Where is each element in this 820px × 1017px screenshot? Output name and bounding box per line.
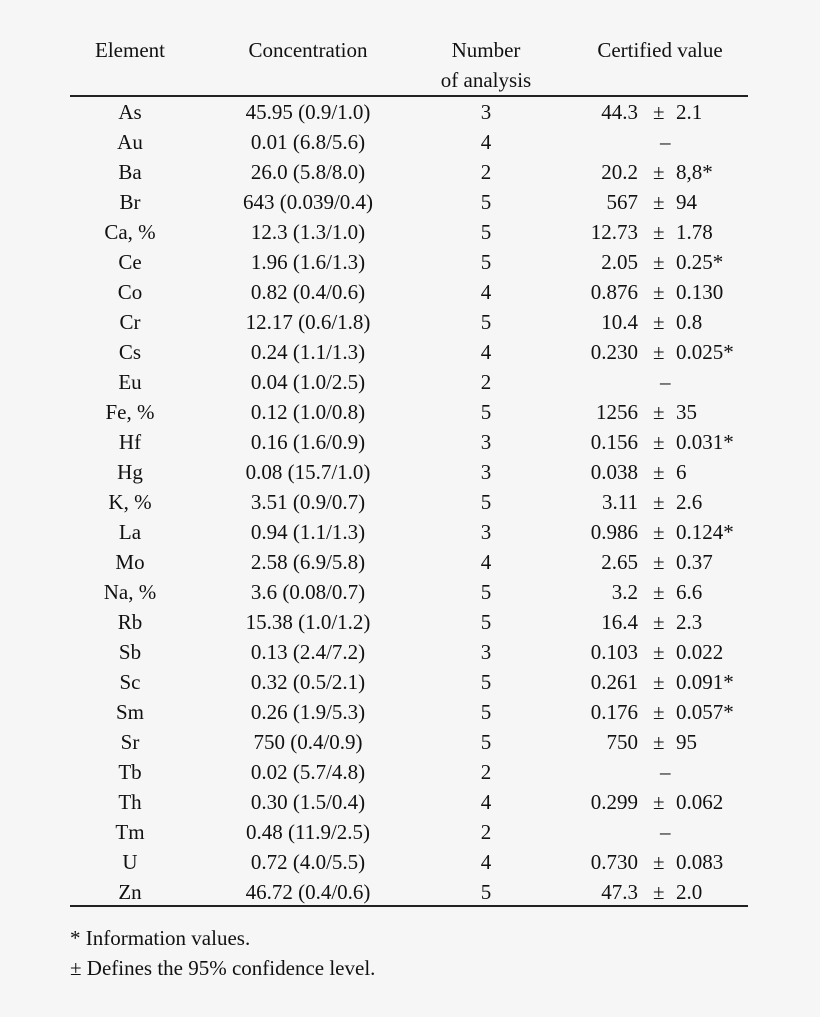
table-row xyxy=(0,430,820,460)
cell-certified-value: 0.176 xyxy=(590,700,638,724)
cell-number: 5 xyxy=(480,700,492,724)
cell-number: 3 xyxy=(480,100,492,124)
cell-certified-error: 0.37 xyxy=(676,550,713,574)
cell-concentration: 12.3 (1.3/1.0) xyxy=(250,220,366,244)
cell-concentration: 3.51 (0.9/0.7) xyxy=(250,490,366,514)
plus-minus-symbol: ± xyxy=(653,730,665,754)
cell-certified-error: 2.1 xyxy=(676,100,703,124)
plus-minus-symbol: ± xyxy=(653,250,665,274)
plus-minus-symbol: ± xyxy=(653,520,665,544)
cell-certified-value: 0.730 xyxy=(590,850,638,874)
cell-number: 5 xyxy=(480,220,492,244)
cell-certified-value: 0.038 xyxy=(590,460,638,484)
cell-certified-error: 6.6 xyxy=(676,580,703,604)
cell-certified-value: 16.4 xyxy=(601,610,638,634)
table-row xyxy=(0,130,820,160)
cell-number: 5 xyxy=(480,310,492,334)
plus-minus-symbol: ± xyxy=(653,610,665,634)
header-number-line2: of analysis xyxy=(440,68,532,92)
plus-minus-symbol: ± xyxy=(653,310,665,334)
table-row xyxy=(0,400,820,430)
header-element: Element xyxy=(95,38,165,62)
cell-concentration: 0.82 (0.4/0.6) xyxy=(250,280,366,304)
cell-number: 3 xyxy=(480,430,492,454)
cell-certified-value: 0.876 xyxy=(590,280,638,304)
cell-concentration: 45.95 (0.9/1.0) xyxy=(245,100,371,124)
table-row xyxy=(0,550,820,580)
cell-number: 5 xyxy=(480,490,492,514)
cell-concentration: 26.0 (5.8/8.0) xyxy=(250,160,366,184)
cell-element: Sc xyxy=(119,670,141,694)
plus-minus-symbol: ± xyxy=(653,100,665,124)
cell-element: Ca, % xyxy=(104,220,156,244)
cell-number: 5 xyxy=(480,880,492,904)
plus-minus-symbol: ± xyxy=(653,580,665,604)
table-row xyxy=(0,250,820,280)
cell-certified-error: 6 xyxy=(676,460,687,484)
header-concentration: Concentration xyxy=(248,38,368,62)
plus-minus-symbol: ± xyxy=(653,280,665,304)
cell-concentration: 12.17 (0.6/1.8) xyxy=(245,310,371,334)
cell-certified-value: 2.65 xyxy=(601,550,638,574)
cell-element: Hg xyxy=(117,460,143,484)
cell-certified-error: 0.8 xyxy=(676,310,703,334)
cell-concentration: 0.72 (4.0/5.5) xyxy=(250,850,366,874)
cell-certified-error: 2.3 xyxy=(676,610,703,634)
cell-certified-error: 0.130 xyxy=(676,280,724,304)
table-row xyxy=(0,790,820,820)
cell-number: 5 xyxy=(480,610,492,634)
cell-certified-value: 0.103 xyxy=(590,640,638,664)
cell-certified-value: 12.73 xyxy=(590,220,638,244)
table-row xyxy=(0,520,820,550)
plus-minus-symbol: ± xyxy=(653,490,665,514)
cell-certified-error: 95 xyxy=(676,730,697,754)
cell-certified-value: 1256 xyxy=(596,400,638,424)
table-row xyxy=(0,640,820,670)
cell-element: Zn xyxy=(118,880,142,904)
cell-element: Th xyxy=(118,790,142,814)
cell-certified-value: 0.230 xyxy=(590,340,638,364)
header-certified: Certified value xyxy=(597,38,723,62)
cell-concentration: 0.12 (1.0/0.8) xyxy=(250,400,366,424)
cell-concentration: 0.16 (1.6/0.9) xyxy=(250,430,366,454)
cell-certified-missing: – xyxy=(660,370,671,394)
cell-element: La xyxy=(118,520,142,544)
cell-concentration: 1.96 (1.6/1.3) xyxy=(250,250,366,274)
cell-number: 4 xyxy=(480,850,492,874)
cell-element: Tm xyxy=(115,820,145,844)
table-row xyxy=(0,580,820,610)
cell-concentration: 46.72 (0.4/0.6) xyxy=(245,880,371,904)
plus-minus-symbol: ± xyxy=(653,220,665,244)
header-number: Number xyxy=(451,38,521,62)
cell-certified-error: 0.062 xyxy=(676,790,724,814)
cell-element: K, % xyxy=(108,490,152,514)
cell-concentration: 0.30 (1.5/0.4) xyxy=(250,790,366,814)
table-row xyxy=(0,490,820,520)
plus-minus-symbol: ± xyxy=(653,880,665,904)
footnote-plusminus: ± Defines the 95% confidence level. xyxy=(70,956,376,980)
cell-element: Br xyxy=(119,190,141,214)
table-row xyxy=(0,340,820,370)
table-row xyxy=(0,190,820,220)
cell-certified-error: 0.022 xyxy=(676,640,724,664)
cell-element: Sb xyxy=(118,640,142,664)
table-row xyxy=(0,460,820,490)
table-row xyxy=(0,370,820,400)
table-row xyxy=(0,280,820,310)
cell-concentration: 0.13 (2.4/7.2) xyxy=(250,640,366,664)
cell-number: 4 xyxy=(480,550,492,574)
cell-certified-error: 94 xyxy=(676,190,697,214)
cell-certified-value: 44.3 xyxy=(601,100,638,124)
cell-element: U xyxy=(122,850,138,874)
cell-number: 3 xyxy=(480,460,492,484)
cell-certified-value: 0.156 xyxy=(590,430,638,454)
cell-element: Au xyxy=(117,130,143,154)
cell-number: 5 xyxy=(480,730,492,754)
table-row xyxy=(0,310,820,340)
table-row xyxy=(0,820,820,850)
cell-element: Eu xyxy=(118,370,142,394)
cell-number: 5 xyxy=(480,400,492,424)
cell-number: 2 xyxy=(480,820,492,844)
table-row xyxy=(0,610,820,640)
cell-concentration: 0.08 (15.7/1.0) xyxy=(245,460,371,484)
plus-minus-symbol: ± xyxy=(653,400,665,424)
cell-concentration: 0.26 (1.9/5.3) xyxy=(250,700,366,724)
cell-certified-error: 0.091* xyxy=(676,670,734,694)
cell-concentration: 0.24 (1.1/1.3) xyxy=(250,340,366,364)
cell-certified-value: 2.05 xyxy=(601,250,638,274)
cell-element: Hf xyxy=(118,430,142,454)
cell-number: 4 xyxy=(480,340,492,364)
cell-certified-error: 2.0 xyxy=(676,880,703,904)
cell-number: 4 xyxy=(480,130,492,154)
cell-concentration: 15.38 (1.0/1.2) xyxy=(245,610,371,634)
plus-minus-symbol: ± xyxy=(653,550,665,574)
cell-certified-value: 567 xyxy=(606,190,638,214)
cell-element: Fe, % xyxy=(105,400,155,424)
table-row xyxy=(0,670,820,700)
plus-minus-symbol: ± xyxy=(653,790,665,814)
cell-element: Co xyxy=(117,280,143,304)
table-row xyxy=(0,850,820,880)
cell-certified-error: 0.031* xyxy=(676,430,734,454)
cell-certified-error: 0.057* xyxy=(676,700,734,724)
cell-concentration: 643 (0.039/0.4) xyxy=(242,190,374,214)
cell-concentration: 0.94 (1.1/1.3) xyxy=(250,520,366,544)
plus-minus-symbol: ± xyxy=(653,190,665,214)
table-row xyxy=(0,730,820,760)
cell-concentration: 0.48 (11.9/2.5) xyxy=(245,820,371,844)
plus-minus-symbol: ± xyxy=(653,460,665,484)
cell-certified-error: 8,8* xyxy=(676,160,713,184)
cell-certified-error: 1.78 xyxy=(676,220,713,244)
cell-number: 5 xyxy=(480,190,492,214)
cell-certified-error: 0.25* xyxy=(676,250,724,274)
cell-certified-error: 0.083 xyxy=(676,850,724,874)
cell-number: 3 xyxy=(480,640,492,664)
cell-certified-value: 0.261 xyxy=(590,670,638,694)
cell-certified-value: 3.2 xyxy=(611,580,638,604)
table-row xyxy=(0,100,820,130)
cell-element: Ce xyxy=(118,250,142,274)
cell-certified-value: 20.2 xyxy=(601,160,638,184)
top-rule xyxy=(70,95,748,97)
cell-certified-missing: – xyxy=(660,130,671,154)
cell-certified-error: 0.025* xyxy=(676,340,734,364)
cell-number: 2 xyxy=(480,160,492,184)
cell-number: 5 xyxy=(480,670,492,694)
cell-certified-value: 3.11 xyxy=(602,490,638,514)
cell-element: Mo xyxy=(115,550,145,574)
plus-minus-symbol: ± xyxy=(653,160,665,184)
cell-element: Sr xyxy=(120,730,140,754)
cell-concentration: 2.58 (6.9/5.8) xyxy=(250,550,366,574)
cell-certified-error: 2.6 xyxy=(676,490,703,514)
cell-element: Rb xyxy=(117,610,143,634)
cell-certified-error: 0.124* xyxy=(676,520,734,544)
plus-minus-symbol: ± xyxy=(653,340,665,364)
table-row xyxy=(0,700,820,730)
table-row xyxy=(0,220,820,250)
cell-number: 4 xyxy=(480,280,492,304)
cell-certified-value: 10.4 xyxy=(601,310,638,334)
plus-minus-symbol: ± xyxy=(653,850,665,874)
cell-number: 5 xyxy=(480,250,492,274)
table-row xyxy=(0,760,820,790)
plus-minus-symbol: ± xyxy=(653,670,665,694)
footnote-asterisk: * Information values. xyxy=(70,926,251,950)
cell-element: Cs xyxy=(118,340,142,364)
cell-certified-value: 0.299 xyxy=(590,790,638,814)
plus-minus-symbol: ± xyxy=(653,640,665,664)
cell-concentration: 0.01 (6.8/5.6) xyxy=(250,130,366,154)
cell-number: 3 xyxy=(480,520,492,544)
cell-certified-value: 750 xyxy=(606,730,638,754)
cell-number: 2 xyxy=(480,760,492,784)
cell-certified-missing: – xyxy=(660,760,671,784)
cell-concentration: 0.32 (0.5/2.1) xyxy=(250,670,366,694)
cell-number: 5 xyxy=(480,580,492,604)
cell-element: Na, % xyxy=(103,580,157,604)
cell-element: As xyxy=(118,100,142,124)
cell-element: Ba xyxy=(118,160,142,184)
cell-certified-value: 0.986 xyxy=(590,520,638,544)
cell-certified-value: 47.3 xyxy=(601,880,638,904)
cell-certified-missing: – xyxy=(660,820,671,844)
cell-number: 2 xyxy=(480,370,492,394)
cell-concentration: 750 (0.4/0.9) xyxy=(253,730,363,754)
cell-element: Cr xyxy=(119,310,141,334)
table-row xyxy=(0,160,820,190)
cell-element: Sm xyxy=(115,700,145,724)
cell-certified-error: 35 xyxy=(676,400,697,424)
cell-concentration: 0.02 (5.7/4.8) xyxy=(250,760,366,784)
bottom-rule xyxy=(70,905,748,907)
cell-concentration: 0.04 (1.0/2.5) xyxy=(250,370,366,394)
cell-number: 4 xyxy=(480,790,492,814)
cell-element: Tb xyxy=(118,760,142,784)
cell-concentration: 3.6 (0.08/0.7) xyxy=(250,580,366,604)
plus-minus-symbol: ± xyxy=(653,700,665,724)
plus-minus-symbol: ± xyxy=(653,430,665,454)
